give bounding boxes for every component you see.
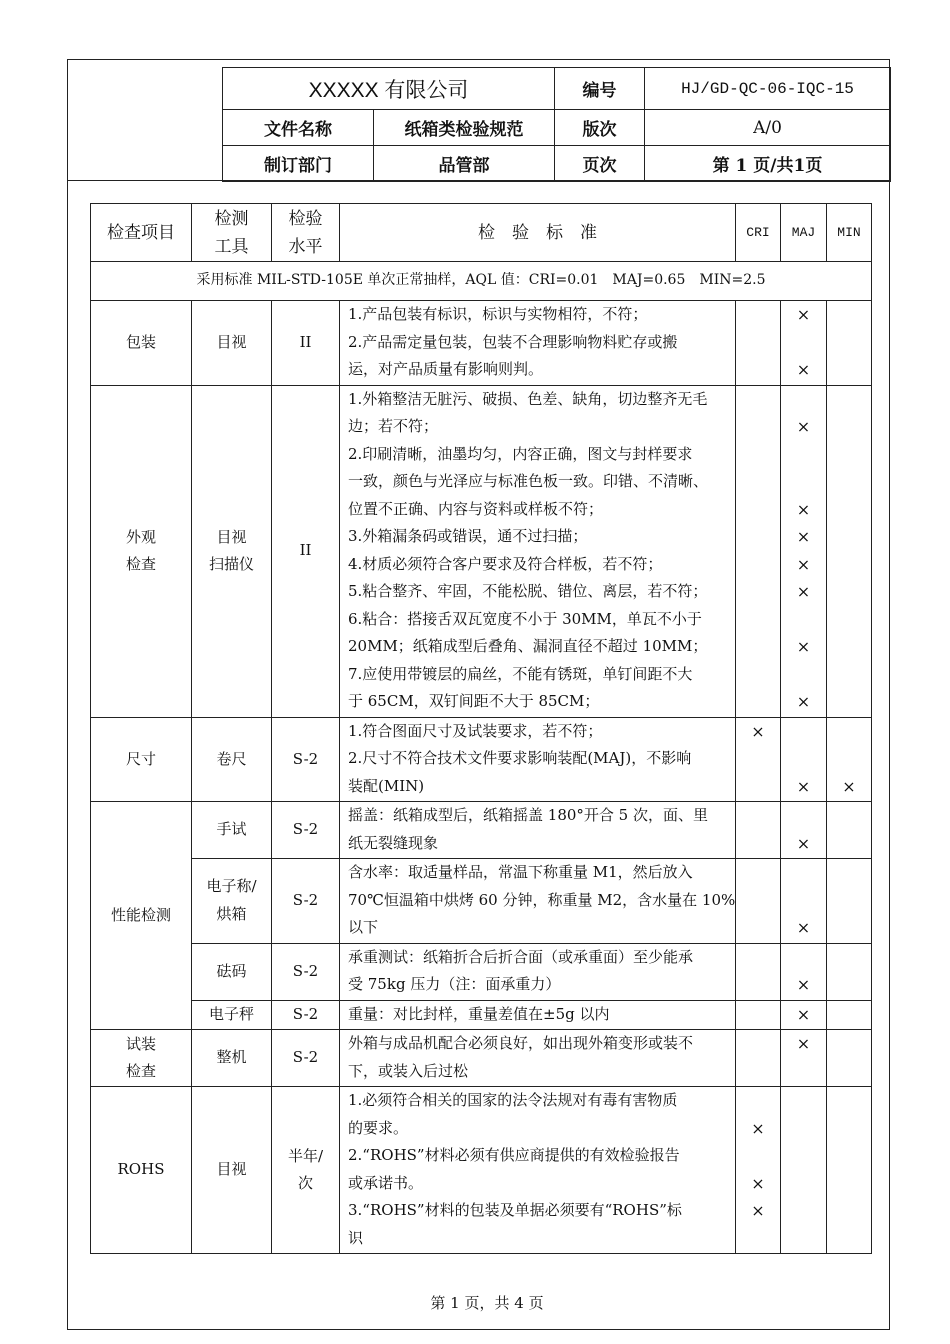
- item-cell: 包装: [91, 301, 192, 386]
- mark-x: ×: [796, 554, 811, 574]
- min-marks: [827, 301, 872, 386]
- mark-x: ×: [796, 1034, 811, 1053]
- tool-cell: 砝码: [192, 943, 272, 1000]
- item-cell: 尺寸: [91, 717, 192, 802]
- inspection-table: [90, 203, 872, 1254]
- standard-cell: 1.外箱整洁无脏污、破损、色差、缺角，切边整齐无毛 边；若不符； 2.印刷清晰，油墨均匀，内容正确，图文与封样要求 一致，颜色与光泽应与标准色板一致。印错、不清晰、 位置不正确、内容与资料或样板不符； 3.外箱漏条码或错误，通不过扫描； 4.材质必须符合客户要求及符合样板，若不符； 5.粘合整齐、牢固，不能松脱、错位、离层，若不符； 6.粘合：搭接舌双瓦宽度不小于 30MM，单瓦不小于 20MM；纸箱成型后叠角、漏洞直径不超过 10MM； 7.应使用带镀层的扁丝，不能有锈斑，单钉间距不大 于 65CM，双钉间距不大于 85CM；: [340, 385, 736, 717]
- standard-cell: 外箱与成品机配合必须良好，如出现外箱变形或装不 下，或装入后过松: [340, 1030, 736, 1087]
- item-cell: 外观 检查: [91, 385, 192, 717]
- col-tool-header: 检测 工具: [192, 204, 272, 262]
- standard-cell: 重量：对比封样，重量差值在±5g 以内: [340, 1000, 736, 1030]
- tool-cell: 目视 扫描仪: [192, 385, 272, 717]
- mark-x: ×: [751, 1118, 765, 1138]
- mark-x: ×: [796, 637, 811, 656]
- mark-x: ×: [796, 582, 811, 601]
- mark-x: ×: [751, 1173, 765, 1193]
- level-cell: S-2: [272, 802, 340, 859]
- page-footer: 第 1 页，共 4 页: [430, 1294, 544, 1312]
- level-cell: S-2: [272, 859, 340, 944]
- dept-value: 品管部: [374, 146, 555, 182]
- level-cell: S-2: [272, 1000, 340, 1030]
- mark-x: ×: [751, 721, 765, 741]
- version-label: 版次: [555, 110, 645, 146]
- code-value: HJ/GD-QC-06-IQC-15: [645, 68, 891, 110]
- cri-marks: [736, 859, 781, 944]
- standard-cell: 承重测试：纸箱折合后折合面（或承重面）至少能承 受 75kg 压力（注：面承重力）: [340, 943, 736, 1000]
- level-cell: 半年/ 次: [272, 1087, 340, 1254]
- tool-cell: 电子秤: [192, 1000, 272, 1030]
- page-label: 页次: [555, 146, 645, 182]
- mark-x: ×: [796, 776, 811, 796]
- maj-marks: [781, 802, 827, 859]
- sampling-note: 采用标准 MIL-STD-105E 单次正常抽样，AQL 值：CRI=0.01 MAJ=0.65 MIN=2.5: [91, 262, 872, 301]
- code-label: 编号: [555, 68, 645, 110]
- mark-x: ×: [796, 360, 811, 379]
- mark-x: ×: [796, 975, 811, 994]
- mark-x: ×: [796, 833, 811, 853]
- table-row: [91, 1087, 872, 1254]
- mark-x: ×: [842, 776, 856, 796]
- mark-x: ×: [751, 1201, 765, 1220]
- mark-x: ×: [796, 527, 811, 546]
- standard-cell: 摇盖：纸箱成型后，纸箱摇盖 180°开合 5 次，面、里 纸无裂缝现象: [340, 802, 736, 859]
- mark-x: ×: [796, 417, 811, 436]
- level-cell: II: [272, 385, 340, 717]
- table-row: [91, 385, 872, 717]
- min-marks: [827, 943, 872, 1000]
- level-cell: S-2: [272, 717, 340, 802]
- maj-marks: [781, 1000, 827, 1030]
- maj-marks: [781, 859, 827, 944]
- col-maj-header: MAJ: [781, 204, 827, 262]
- mark-x: ×: [796, 1004, 811, 1024]
- tool-cell: 目视: [192, 301, 272, 386]
- mark-x: ×: [796, 499, 811, 519]
- cri-marks: [736, 1030, 781, 1087]
- min-marks: [827, 859, 872, 944]
- maj-marks: [781, 301, 827, 386]
- version-value: A/0: [645, 110, 891, 146]
- tool-cell: 卷尺: [192, 717, 272, 802]
- maj-marks: [781, 1087, 827, 1254]
- cri-marks: [736, 1087, 781, 1254]
- min-marks: [827, 802, 872, 859]
- mark-x: ×: [796, 918, 811, 937]
- col-level-header: 检验 水平: [272, 204, 340, 262]
- filename-value: 纸箱类检验规范: [374, 110, 555, 146]
- table-row: [91, 301, 872, 386]
- tool-cell: 电子称/ 烘箱: [192, 859, 272, 944]
- filename-label: 文件名称: [223, 110, 374, 146]
- item-cell: 性能检测: [91, 802, 192, 1030]
- level-cell: S-2: [272, 943, 340, 1000]
- cri-marks: [736, 1000, 781, 1030]
- table-row: [91, 1030, 872, 1087]
- col-min-header: MIN: [827, 204, 872, 262]
- tool-cell: 手试: [192, 802, 272, 859]
- level-cell: S-2: [272, 1030, 340, 1087]
- dept-label: 制订部门: [223, 146, 374, 182]
- mark-x: ×: [796, 305, 811, 324]
- standard-cell: 1.必须符合相关的国家的法令法规对有毒有害物质 的要求。 2.“ROHS”材料必须有供应商提供的有效检验报告 或承诺书。 3.“ROHS”材料的包装及单据必须要有“ROHS”标 识: [340, 1087, 736, 1254]
- table-row: [91, 717, 872, 802]
- min-marks: [827, 385, 872, 717]
- cri-marks: [736, 802, 781, 859]
- cri-marks: [736, 943, 781, 1000]
- page-value: 第 1 页/共1页: [645, 146, 891, 182]
- level-cell: II: [272, 301, 340, 386]
- min-marks: [827, 717, 872, 802]
- table-row: [91, 1000, 872, 1030]
- standard-cell: 1.符合图面尺寸及试装要求，若不符； 2.尺寸不符合技术文件要求影响装配(MAJ)，不影响 装配(MIN): [340, 717, 736, 802]
- company-name: XXXXX 有限公司: [223, 68, 555, 110]
- item-cell: 试装 检查: [91, 1030, 192, 1087]
- col-item-header: 检查项目: [91, 204, 192, 262]
- maj-marks: [781, 1030, 827, 1087]
- standard-cell: 含水率：取适量样品，常温下称重量 M1，然后放入 70℃恒温箱中烘烤 60 分钟，称重量 M2，含水量在 10% 以下: [340, 859, 736, 944]
- item-cell: ROHS: [91, 1087, 192, 1254]
- tool-cell: 目视: [192, 1087, 272, 1254]
- min-marks: [827, 1030, 872, 1087]
- table-row: [91, 802, 872, 859]
- document-header: [222, 67, 891, 182]
- min-marks: [827, 1087, 872, 1254]
- col-standard-header: 检 验 标 准: [340, 204, 736, 262]
- maj-marks: [781, 943, 827, 1000]
- maj-marks: [781, 717, 827, 802]
- standard-cell: 1.产品包装有标识，标识与实物相符，不符； 2.产品需定量包装，包装不合理影响物料贮存或搬 运，对产品质量有影响则判。: [340, 301, 736, 386]
- col-cri-header: CRI: [736, 204, 781, 262]
- mark-x: ×: [796, 692, 811, 711]
- min-marks: [827, 1000, 872, 1030]
- maj-marks: [781, 385, 827, 717]
- tool-cell: 整机: [192, 1030, 272, 1087]
- table-row: [91, 859, 872, 944]
- table-row: [91, 943, 872, 1000]
- cri-marks: [736, 385, 781, 717]
- cri-marks: [736, 301, 781, 386]
- cri-marks: [736, 717, 781, 802]
